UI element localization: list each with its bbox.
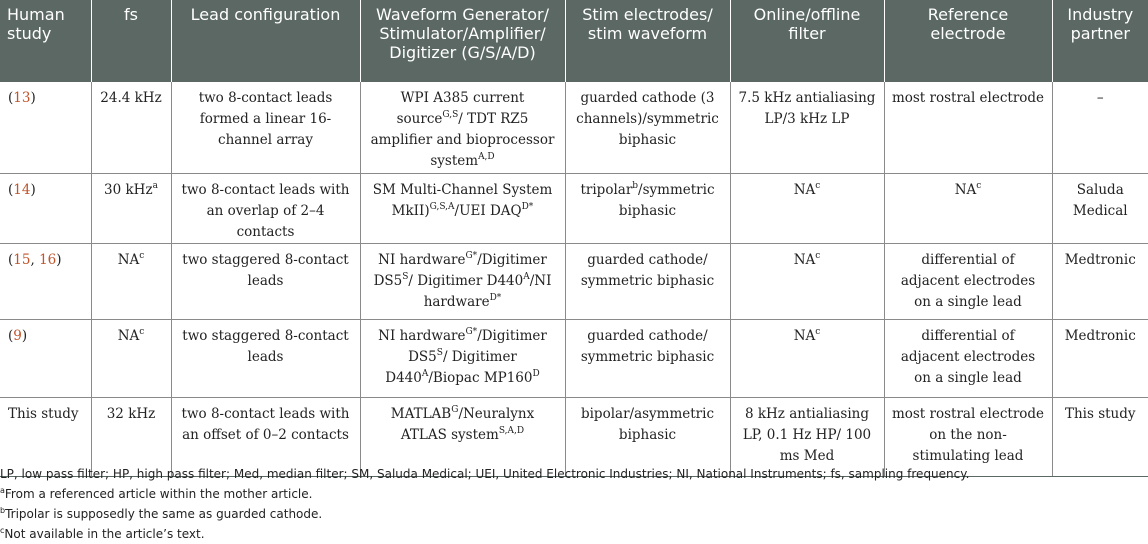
- study-reference-link: 16: [39, 251, 57, 268]
- device-role: G*: [465, 326, 478, 337]
- device-name: /Biopac MP160: [428, 369, 533, 386]
- cell-waveform-generator: [360, 82, 565, 173]
- filter-text: 7.5 kHz antialiasing LP/3 kHz LP: [738, 90, 876, 127]
- abbreviations-note: LP, low pass filter; HP, high pass filter; Med, median filter; SM, Saluda Medical; UEI, United Electronic Industries; NI, National Instruments; fs, sampling frequency.: [0, 467, 970, 481]
- cell-industry-partner: Medtronic: [1052, 319, 1148, 397]
- filter-footnote-mark: c: [815, 250, 821, 261]
- cell-lead-configuration: two 8-contact leads formed a linear 16-channel array: [171, 82, 360, 173]
- device-role: A,D: [478, 152, 495, 162]
- study-reference-link: 14: [13, 181, 31, 198]
- fs-footnote-mark: c: [139, 250, 145, 261]
- cell-fs: [91, 82, 171, 173]
- study-reference-link: 13: [13, 90, 31, 106]
- study-separator: ,: [30, 251, 40, 268]
- cell-human-study: [0, 243, 91, 319]
- device-name: / TDT RZ5 amplifier and bioprocessor system: [370, 111, 555, 169]
- table-row: [0, 82, 1148, 173]
- cell-stim-electrodes: [565, 173, 730, 243]
- cell-industry-partner: –: [1052, 82, 1148, 173]
- cell-lead-configuration: two staggered 8-contact leads: [171, 243, 360, 319]
- cell-waveform-generator: [360, 319, 565, 397]
- device-role: G*: [465, 250, 478, 261]
- cell-human-study: [0, 173, 91, 243]
- filter-text: NA: [793, 251, 816, 268]
- header-waveform-generator: Waveform Generator/ Stimulator/Amplifier/ Digitizer (G/S/A/D): [360, 0, 565, 82]
- filter-footnote-mark: c: [815, 180, 821, 191]
- footnote-b: [0, 504, 1148, 524]
- reference-text: differential of adjacent electrodes on a single lead: [900, 251, 1036, 310]
- stim-text: tripolar: [580, 181, 633, 198]
- stim-footnote-mark: b: [632, 180, 639, 191]
- study-close: ): [30, 90, 36, 106]
- device-role: G: [451, 404, 459, 415]
- cell-industry-partner: Saluda Medical: [1052, 173, 1148, 243]
- device-name: NI hardware: [378, 327, 466, 344]
- cell-filter: [730, 243, 884, 319]
- device-name: MATLAB: [390, 405, 452, 422]
- cell-filter: [730, 82, 884, 173]
- fs-value: NA: [117, 327, 140, 344]
- footnote-text: Not available in the article’s text.: [4, 527, 205, 541]
- cell-waveform-generator: [360, 243, 565, 319]
- cell-reference-electrode: [884, 243, 1052, 319]
- study-close: ): [30, 181, 36, 198]
- reference-text: NA: [954, 181, 977, 198]
- study-open: (: [8, 90, 14, 106]
- cell-lead-configuration: two 8-contact leads with an overlap of 2–4 contacts: [171, 173, 360, 243]
- cell-reference-electrode: [884, 82, 1052, 173]
- table-footnotes: [0, 464, 1148, 544]
- study-open: (: [8, 181, 14, 198]
- cell-reference-electrode: [884, 173, 1052, 243]
- fs-value: 24.4 kHz: [100, 90, 162, 106]
- device-role: D*: [489, 292, 502, 303]
- table-row: [0, 319, 1148, 397]
- cell-waveform-generator: [360, 173, 565, 243]
- table-body: [0, 82, 1148, 476]
- filter-footnote-mark: c: [815, 326, 821, 337]
- fs-value: 30 kHz: [104, 181, 153, 198]
- device-role: S: [402, 271, 409, 282]
- cell-stim-electrodes: [565, 243, 730, 319]
- cell-fs: [91, 173, 171, 243]
- fs-footnote-mark: c: [139, 326, 145, 337]
- stim-text: guarded cathode/ symmetric biphasic: [580, 327, 715, 365]
- header-human-study: Human study: [0, 0, 91, 82]
- footnote-text: Tripolar is supposedly the same as guarded cathode.: [5, 507, 323, 521]
- fs-value: NA: [117, 251, 140, 268]
- stim-text-after: /symmetric biphasic: [618, 181, 715, 219]
- device-role: S: [436, 347, 443, 358]
- device-role: D: [532, 368, 540, 379]
- header-industry-partner: Industry partner: [1052, 0, 1148, 82]
- filter-text: NA: [793, 181, 816, 198]
- fs-value: 32 kHz: [106, 405, 156, 422]
- cell-stim-electrodes: [565, 82, 730, 173]
- header-row: [0, 0, 1148, 82]
- footnote-text: From a referenced article within the mother article.: [4, 487, 313, 501]
- study-close: ): [56, 251, 62, 268]
- cell-filter: [730, 319, 884, 397]
- filter-text: NA: [793, 327, 816, 344]
- reference-text: differential of adjacent electrodes on a single lead: [900, 327, 1036, 386]
- filter-text: 8 kHz antialiasing LP, 0.1 Hz HP/ 100 ms Med: [742, 405, 872, 464]
- footnote-mark: c: [0, 526, 5, 535]
- device-role: S,A,D: [498, 425, 525, 436]
- device-name: SM Multi-Channel System MkII): [372, 181, 553, 219]
- device-name: / Digitimer D440: [408, 272, 524, 289]
- device-role: G,S,A: [429, 201, 455, 212]
- device-name: /Digitimer DS5: [408, 327, 547, 365]
- device-name: /UEI DAQ: [454, 202, 522, 219]
- device-role: A: [523, 271, 530, 282]
- device-name: NI hardware: [378, 251, 466, 268]
- device-role: A: [421, 368, 429, 379]
- device-name: /NI hardware: [423, 272, 552, 310]
- footnote-a: [0, 484, 1148, 504]
- reference-text: most rostral electrode on the non-stimulating lead: [891, 405, 1045, 464]
- study-reference-link: 15: [13, 251, 31, 268]
- header-lead-configuration: Lead configuration: [171, 0, 360, 82]
- study-close: ): [21, 327, 28, 344]
- cell-human-study: [0, 82, 91, 173]
- cell-fs: [91, 243, 171, 319]
- study-reference-link: 9: [13, 327, 22, 344]
- device-name: WPI A385 current source: [396, 90, 525, 127]
- table-row: [0, 173, 1148, 243]
- header-stim-electrodes: Stim electrodes/ stim waveform: [565, 0, 730, 82]
- cell-reference-electrode: [884, 319, 1052, 397]
- study-open: This study: [8, 405, 79, 422]
- stim-text: bipolar/asymmetric biphasic: [580, 405, 715, 443]
- header-fs: fs: [91, 0, 171, 82]
- device-name: / Digitimer D440: [385, 348, 517, 386]
- cell-lead-configuration: two staggered 8-contact leads: [171, 319, 360, 397]
- cell-stim-electrodes: [565, 319, 730, 397]
- reference-text: most rostral electrode: [891, 90, 1045, 106]
- footnote-c: [0, 524, 1148, 544]
- header-reference-electrode: Reference electrode: [884, 0, 1052, 82]
- cell-lead-configuration: two 8-contact leads with an offset of 0–2 contacts: [171, 397, 360, 476]
- cell-industry-partner: Medtronic: [1052, 243, 1148, 319]
- device-name: /Digitimer DS5: [373, 251, 547, 289]
- study-open: (: [8, 327, 14, 344]
- stim-text: guarded cathode/ symmetric biphasic: [580, 251, 715, 289]
- study-open: (: [8, 251, 14, 268]
- fs-footnote-mark: a: [152, 180, 158, 191]
- footnote-mark: a: [0, 486, 5, 495]
- header-filter: Online/offline filter: [730, 0, 884, 82]
- device-role: G,S: [442, 110, 459, 120]
- table-row: [0, 243, 1148, 319]
- footnote-mark: b: [0, 506, 6, 515]
- cell-filter: [730, 173, 884, 243]
- cell-fs: [91, 319, 171, 397]
- cell-human-study: [0, 319, 91, 397]
- reference-footnote-mark: c: [976, 180, 982, 191]
- device-role: D*: [521, 201, 534, 212]
- device-name: /Neuralynx ATLAS system: [400, 405, 535, 443]
- stim-text: guarded cathode (3 channels)/symmetric biphasic: [576, 90, 719, 148]
- cell-industry-partner: This study: [1052, 397, 1148, 476]
